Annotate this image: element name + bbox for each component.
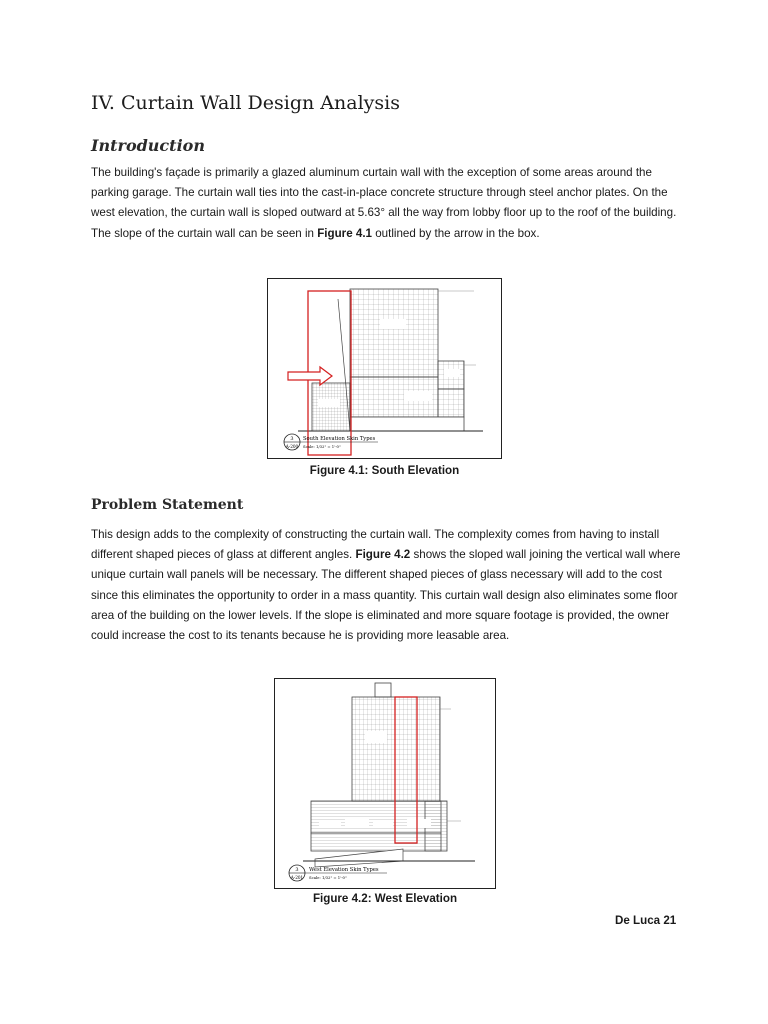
drawing-title-block bbox=[289, 865, 387, 881]
figure-caption: Figure 4.2: West Elevation bbox=[312, 892, 458, 905]
drawing-title: South Elevation Skin Types bbox=[303, 436, 376, 442]
problem-figure-ref: Figure 4.2 bbox=[355, 548, 411, 562]
intro-paragraph bbox=[91, 163, 687, 244]
intro-text-1: The building's façade is primarily a glazed aluminum curtain wall with the exception of some areas around the parking garage. The curtain wall ties into the cast-in-place concrete structure through steel anchor plates. On the west elevation, the curtain wall is sloped outward at 5.63° all the way from lobby floor up to the roof of the building. The slope of the curtain wall can be seen in bbox=[91, 166, 677, 240]
arrow-pointer bbox=[288, 367, 332, 385]
intro-text-2: outlined by the arrow in the box. bbox=[371, 226, 540, 240]
drawing-title-block bbox=[284, 434, 378, 450]
page-number: De Luca 21 bbox=[615, 914, 677, 927]
section-heading-problem-statement: Problem Statement bbox=[91, 497, 244, 513]
figure-caption: Figure 4.1: South Elevation bbox=[309, 464, 460, 477]
problem-paragraph bbox=[91, 525, 687, 646]
page-title: IV. Curtain Wall Design Analysis bbox=[91, 92, 400, 114]
sheet-number: A-200 bbox=[285, 444, 299, 449]
problem-text-2: shows the sloped wall joining the vertical wall where unique curtain wall panels will be necessary. The different shaped pieces of glass necessary will add to the cost since this eliminates the opportunity to order in a mass quantity. This curtain wall design also eliminates some floor area of the building on the lower levels. If the slope is eliminated and more square footage is provided, the owner could increase the cost to its tenants because he is providing more leasable area. bbox=[91, 548, 681, 643]
drawing-scale: Scale: 1/32" = 1'-0" bbox=[309, 875, 347, 880]
west-elevation-drawing bbox=[275, 679, 494, 887]
south-elevation-drawing bbox=[268, 279, 500, 457]
sheet-number: A-201 bbox=[290, 875, 304, 880]
building-outline bbox=[298, 289, 483, 431]
figure-south-elevation bbox=[267, 278, 502, 459]
intro-figure-ref: Figure 4.1 bbox=[317, 226, 372, 240]
drawing-scale: Scale: 1/32" = 1'-0" bbox=[303, 444, 341, 449]
building-outline bbox=[303, 683, 475, 867]
problem-text-1: This design adds to the complexity of constructing the curtain wall. The complexity comes from having to install different shaped pieces of glass at different angles. bbox=[91, 528, 660, 562]
drawing-number: 3 bbox=[295, 867, 299, 873]
drawing-number: 3 bbox=[290, 436, 294, 442]
section-heading-introduction: Introduction bbox=[91, 136, 205, 155]
figure-west-elevation bbox=[274, 678, 496, 889]
drawing-title: West Elevation Skin Types bbox=[309, 867, 379, 873]
